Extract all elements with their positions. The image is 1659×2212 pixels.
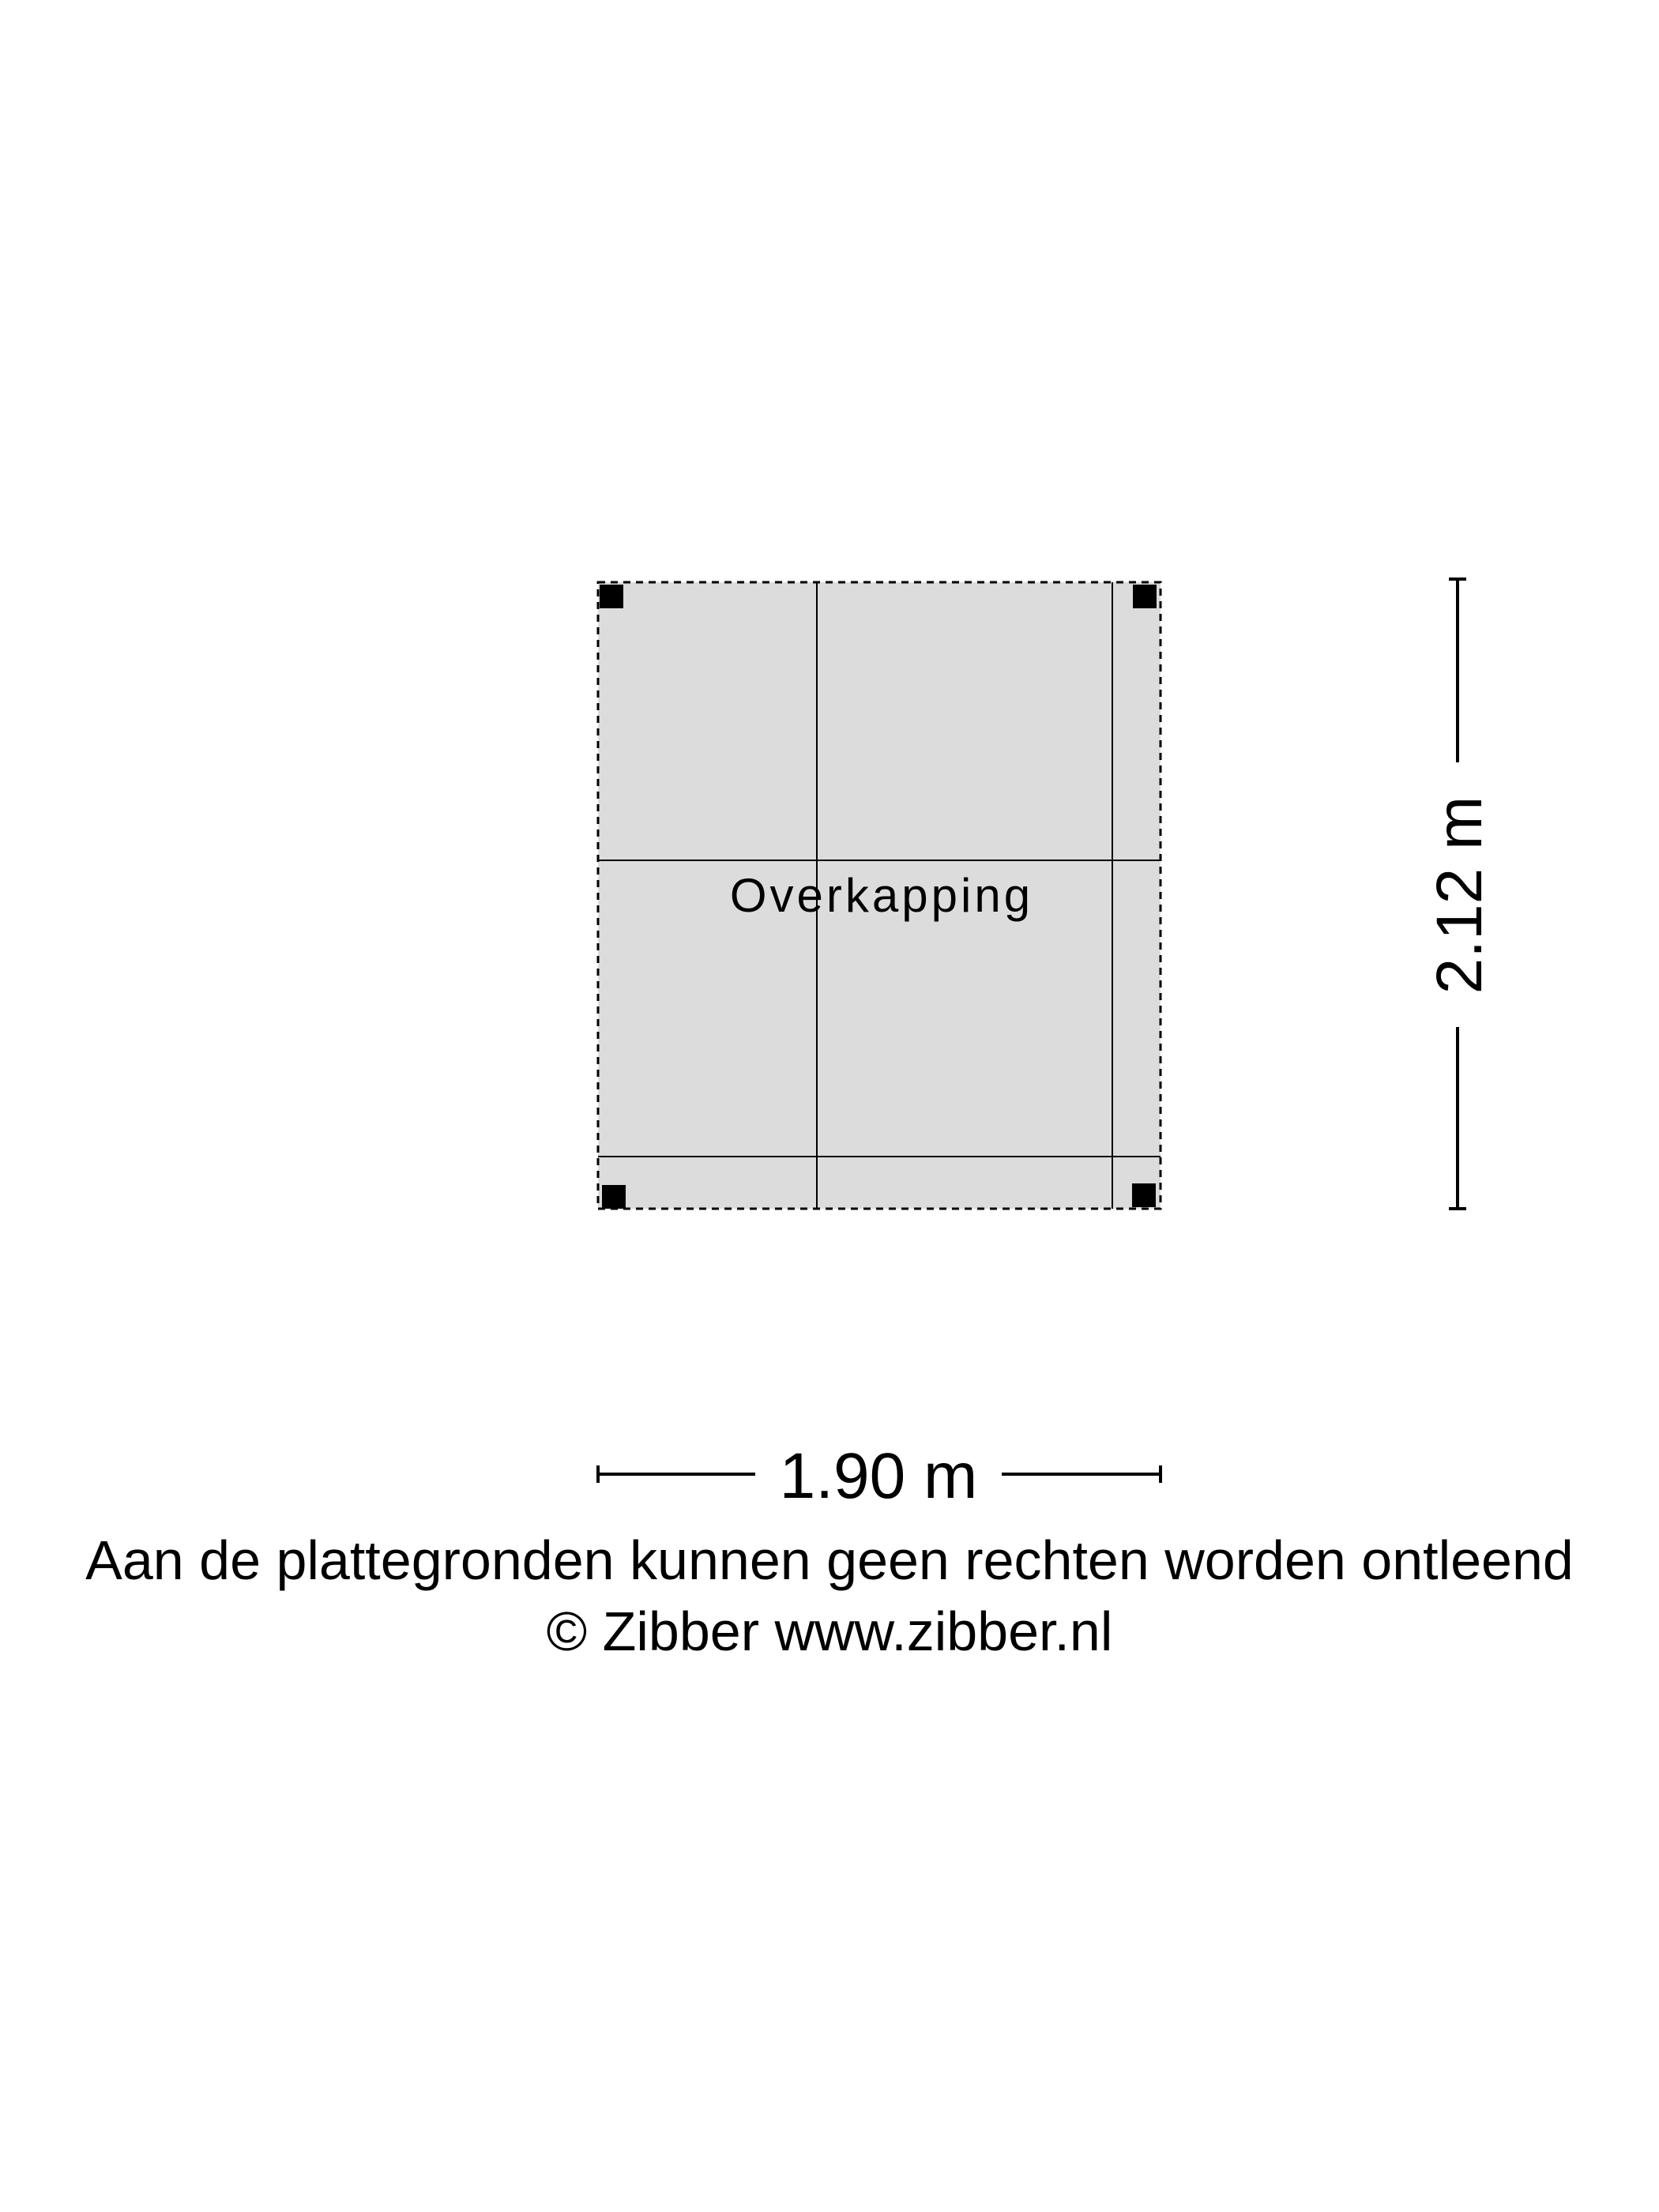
post-bottom-left <box>602 1185 626 1209</box>
height-dimension-label: 2.12 m <box>1424 796 1495 995</box>
post-top-left <box>600 585 623 608</box>
width-dimension-label: 1.90 m <box>779 1440 978 1512</box>
room-label: Overkapping <box>729 869 1034 922</box>
post-top-right <box>1133 585 1157 608</box>
disclaimer-text: Aan de plattegronden kunnen geen rechten worden ontleend <box>85 1529 1574 1591</box>
copyright-text: © Zibber www.zibber.nl <box>546 1601 1113 1662</box>
post-bottom-right <box>1132 1183 1156 1207</box>
